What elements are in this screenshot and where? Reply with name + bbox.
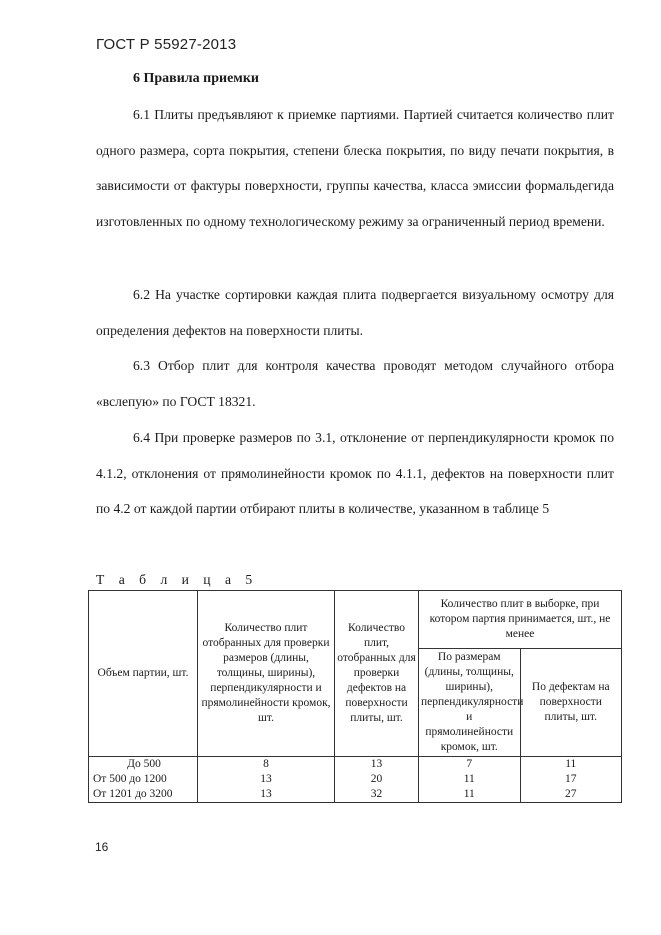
header-accepted-by-defects: По дефектам на поверхности плиты, шт.: [520, 649, 622, 757]
document-code: ГОСТ Р 55927-2013: [96, 36, 237, 53]
header-accepted-group: Количество плит в выборке, при котором партия принимается, шт., не менее: [419, 591, 622, 649]
page-number: 16: [95, 840, 109, 854]
section-title: 6 Правила приемки: [133, 71, 259, 86]
cell-lot: От 1201 до 3200: [89, 787, 198, 803]
header-lot-size: Объем партии, шт.: [89, 591, 198, 757]
cell-accepted-sizes: 11: [419, 772, 521, 787]
paragraph-6-1: [96, 97, 614, 240]
paragraph-6-4: [96, 420, 614, 527]
cell-accepted-defects: 11: [520, 757, 622, 773]
cell-sampled-sizes: 13: [198, 787, 335, 803]
sampling-table: [88, 590, 622, 803]
cell-sampled-sizes: 8: [198, 757, 335, 773]
paragraph-6-4-text: 6.4 При проверке размеров по 3.1, отклонение от перпендикулярности кромок по 4.1.2, отклонения от прямолинейности кромок по 4.1.1, дефектов на поверхности плит по 4.2 от каждой партии отбирают плиты в количестве, указанном в таблице 5: [96, 430, 614, 517]
cell-sampled-sizes: 13: [198, 772, 335, 787]
paragraph-6-2-text: 6.2 На участке сортировки каждая плита подвергается визуальному осмотру для определения дефектов на поверхности плиты.: [96, 287, 614, 338]
cell-sampled-defects: 32: [335, 787, 419, 803]
paragraph-6-1-text: 6.1 Плиты предъявляют к приемке партиями. Партией считается количество плит одного размера, сорта покрытия, степени блеска покрытия, по виду печати покрытия, в зависимости от фактуры поверхности, группы качества, класса эмиссии формальдегида изготовленных по одному технологическому режиму за ограниченный период времени.: [96, 107, 614, 230]
paragraph-6-3: [96, 348, 614, 419]
cell-lot: От 500 до 1200: [89, 772, 198, 787]
header-accepted-by-sizes: По размерам (длины, толщины, ширины), перпендикулярности и прямолинейности кромок, шт.: [419, 649, 521, 757]
cell-accepted-defects: 17: [520, 772, 622, 787]
paragraph-6-2: [96, 277, 614, 348]
cell-accepted-sizes: 11: [419, 787, 521, 803]
header-sampled-for-defects: Количество плит, отобранных для проверки дефектов на поверхности плиты, шт.: [335, 591, 419, 757]
header-sampled-for-sizes: Количество плит отобранных для проверки размеров (длины, толщины, ширины), перпендикулярности и прямолинейности кромок, шт.: [198, 591, 335, 757]
cell-sampled-defects: 20: [335, 772, 419, 787]
table-row: [89, 757, 622, 773]
cell-sampled-defects: 13: [335, 757, 419, 773]
table-row: [89, 787, 622, 803]
table-caption: Т а б л и ц а 5: [96, 572, 258, 587]
cell-accepted-sizes: 7: [419, 757, 521, 773]
cell-accepted-defects: 27: [520, 787, 622, 803]
cell-lot: До 500: [89, 757, 198, 773]
paragraph-6-3-text: 6.3 Отбор плит для контроля качества проводят методом случайного отбора «вслепую» по ГОСТ 18321.: [96, 358, 614, 409]
table-row: [89, 772, 622, 787]
